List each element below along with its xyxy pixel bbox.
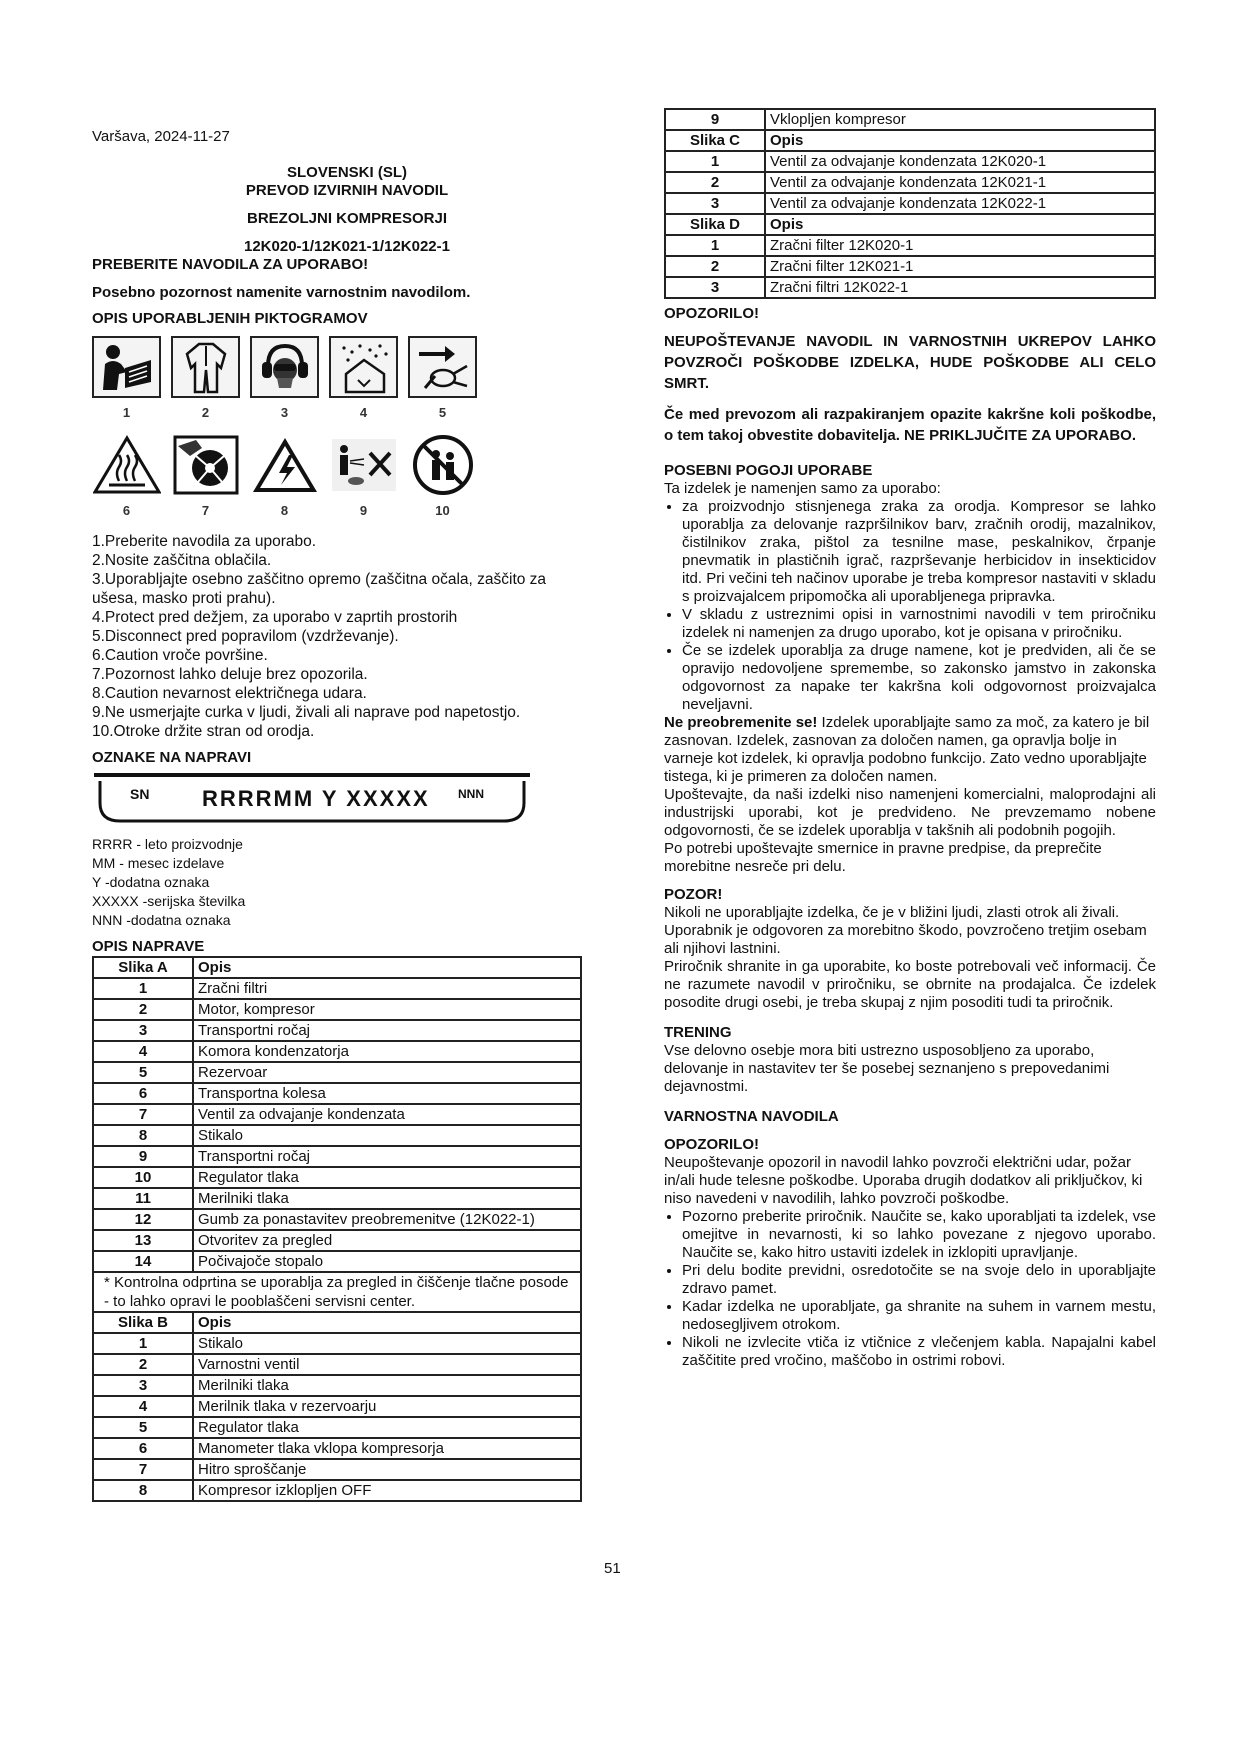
table-slika-b-continued	[664, 108, 1156, 299]
rain-indoor-use-icon	[329, 336, 398, 398]
table-row: 10 Regulator tlaka	[93, 1167, 581, 1188]
pictogram-number: 4	[359, 405, 368, 420]
pictogram-number: 8	[280, 503, 289, 518]
table-row: 4 Merilnik tlaka v rezervoarju	[93, 1396, 581, 1417]
markings-heading: OZNAKE NA NAPRAVI	[92, 749, 252, 766]
table-header: Slika D	[665, 214, 765, 235]
disconnect-plug-icon	[408, 336, 477, 398]
list-item: 6.Caution vroče površine.	[92, 647, 268, 664]
caution-paragraph-2: Priročnik shranite in ga uporabite, ko boste potrebovali več informacij. Če ne razumete navodil v priročniku, se obrnite na prodajalca. Če izdelek posodite drugi osebi, je treba skupaj z njim posoditi tudi ta priročnik.	[664, 958, 1156, 1011]
list-item: • Pozorno preberite priročnik. Naučite se, kako uporabljati ta izdelek, vse omejitve in nevarnosti, ki so lahko povezane z njegovo uporabo. Naučite se, kako hitro ustaviti izdelek in izklopiti upravljanje.	[682, 1208, 1156, 1262]
list-item: • Pri delu bodite previdni, osredotočite se na svoje delo in uporabljajte zdravo pamet.	[682, 1262, 1156, 1298]
table-row: 1 Zračni filter 12K020-1	[665, 235, 1155, 256]
pictograms-heading: OPIS UPORABLJENIH PIKTOGRAMOV	[92, 310, 368, 327]
list-item: • Če se izdelek uporablja za druge namene, kot je predviden, ali če se opravijo nedovoljene spremembe, so zakonsko jamstvo in zakonska odgovornost za napake ter kakršna koli odgovornost proizvajalca neveljavni.	[682, 642, 1156, 714]
pictogram-number: 7	[201, 503, 210, 518]
list-item: MM - mesec izdelave	[92, 855, 225, 871]
label-code: RRRRMM Y XXXXX	[202, 786, 430, 811]
pictogram-number: 1	[122, 405, 131, 420]
page-number: 51	[604, 1560, 621, 1577]
pictogram-number: 5	[438, 405, 447, 420]
table-row: 1 Ventil za odvajanje kondenzata 12K020-1	[665, 151, 1155, 172]
read-instructions: PREBERITE NAVODILA ZA UPORABO!	[92, 256, 369, 273]
marking-legend	[92, 835, 582, 930]
table-row: 2 Varnostni ventil	[93, 1354, 581, 1375]
table-row: 3 Ventil za odvajanje kondenzata 12K022-1	[665, 193, 1155, 214]
caution-heading: POZOR!	[664, 886, 723, 903]
warning-text: NEUPOŠTEVANJE NAVODIL IN VARNOSTNIH UKREPOV LAHKO POVZROČI POŠKODBE IZDELKA, HUDE POŠKODBE ALI CELO SMRT.	[664, 333, 1156, 392]
table-row: 4 Komora kondenzatorja	[93, 1041, 581, 1062]
list-item: 10.Otroke držite stran od orodja.	[92, 723, 315, 740]
table-header: Slika A	[93, 957, 193, 978]
table-note: * Kontrolna odprtina se uporablja za pregled in čiščenje tlačne posode - to lahko opravi le pooblaščeni servisni center.	[93, 1272, 581, 1312]
table-row: 12 Gumb za ponastavitev preobremenitve (12K022-1)	[93, 1209, 581, 1230]
table-header: Opis	[765, 214, 1155, 235]
table-header: Opis	[193, 957, 581, 978]
left-column	[92, 128, 582, 1502]
fan-hand-warning-icon	[171, 434, 240, 496]
list-item: 8.Caution nevarnost električnega udara.	[92, 685, 367, 702]
table-header: Slika B	[93, 1312, 193, 1333]
pictogram-number: 9	[359, 503, 368, 518]
table-row: 9 Transportni ročaj	[93, 1146, 581, 1167]
list-item: 1.Preberite navodila za uporabo.	[92, 533, 317, 550]
special-intro: Ta izdelek je namenjen samo za uporabo:	[664, 480, 941, 497]
warning-heading: OPOZORILO!	[664, 305, 759, 322]
serial-number-label	[92, 773, 532, 825]
list-item: • V skladu z ustreznimi opisi in varnostnimi navodili v tem priročniku izdelek ni namenjen za drugo uporabo, kot je opisana v priročniku.	[682, 606, 1156, 642]
protective-clothing-icon	[171, 336, 240, 398]
pictogram-number: 3	[280, 405, 289, 420]
list-item: 9.Ne usmerjajte curka v ljudi, živali ali naprave pod napetostjo.	[92, 704, 521, 721]
table-row: 9 Vklopljen kompresor	[665, 109, 1155, 130]
damage-text: Če med prevozom ali razpakiranjem opazite kakršne koli poškodbe, o tem takoj obvestite dobavitelja. NE PRIKLJUČITE ZA UPORABO.	[664, 406, 1156, 444]
list-item: Y -dodatna oznaka	[92, 874, 210, 890]
overload-text: Izdelek uporabljajte samo za moč, za katero je bil zasnovan. Izdelek, zasnovan za določen namen, ga opravlja bolje in varneje kot izdelek, ki opravlja podobno funkcijo. Zato vedno uporabljajte tistega, ki je primeren za določen namen.	[664, 714, 1150, 785]
table-row: 3 Transportni ročaj	[93, 1020, 581, 1041]
safety-paragraph: Neupoštevanje opozoril in navodil lahko povzroči električni udar, požar in/ali hude telesne poškodbe. Uporaba drugih dodatkov ali priključkov, ki niso navedeni v navodilih, lahko povzroči poškodbe.	[664, 1154, 1143, 1207]
pictogram-legend	[92, 532, 582, 741]
table-row: 8 Stikalo	[93, 1125, 581, 1146]
table-row: 6 Transportna kolesa	[93, 1083, 581, 1104]
table-row: 2 Zračni filter 12K021-1	[665, 256, 1155, 277]
safety-list	[664, 1208, 1156, 1370]
list-item: 2.Nosite zaščitna oblačila.	[92, 552, 272, 569]
language-heading: SLOVENSKI (SL)	[286, 164, 407, 181]
list-item: NNN -dodatna oznaka	[92, 912, 231, 928]
table-row: 2 Ventil za odvajanje kondenzata 12K021-1	[665, 172, 1155, 193]
read-manual-icon	[92, 336, 161, 398]
table-row: 1 Stikalo	[93, 1333, 581, 1354]
table-row: 8 Kompresor izklopljen OFF	[93, 1480, 581, 1501]
list-item: 4.Protect pred dežjem, za uporabo v zaprtih prostorih	[92, 609, 458, 626]
pictogram-number: 10	[435, 503, 450, 518]
list-item: • Kadar izdelka ne uporabljate, ga shranite na suhem in varnem mestu, nedosegljivem otrokom.	[682, 1298, 1156, 1334]
product-title: BREZOLJNI KOMPRESORJI	[246, 210, 448, 227]
table-header: Opis	[765, 130, 1155, 151]
table-row: 3 Zračni filtri 12K022-1	[665, 277, 1155, 298]
label-sn: SN	[130, 786, 150, 802]
table-row: 13 Otvoritev za pregled	[93, 1230, 581, 1251]
pictogram-numbers-2	[92, 502, 582, 520]
pictogram-row-1	[92, 336, 582, 398]
table-row: 14 Počivajoče stopalo	[93, 1251, 581, 1272]
table-header: Opis	[193, 1312, 581, 1333]
list-item: 3.Uporabljajte osebno zaščitno opremo (zaščitna očala, zaščito za ušesa, masko proti prahu).	[92, 571, 547, 607]
overload-bold: Ne preobremenite se!	[664, 714, 818, 731]
special-list	[664, 498, 1156, 714]
no-spray-at-people-icon	[329, 434, 398, 496]
safety-warning-heading: OPOZORILO!	[664, 1136, 759, 1153]
list-item: 5.Disconnect pred popravilom (vzdrževanje).	[92, 628, 399, 645]
training-heading: TRENING	[664, 1024, 732, 1041]
safety-heading: VARNOSTNA NAVODILA	[664, 1108, 839, 1125]
table-row: 5 Regulator tlaka	[93, 1417, 581, 1438]
keep-children-away-icon	[408, 434, 477, 496]
ppe-goggles-earmuffs-icon	[250, 336, 319, 398]
table-row: 11 Merilniki tlaka	[93, 1188, 581, 1209]
doc-title: PREVOD IZVIRNIH NAVODIL	[245, 182, 449, 199]
overload-paragraph	[664, 714, 1156, 786]
pictogram-number: 2	[201, 405, 210, 420]
table-slika-a	[92, 956, 582, 1502]
table-row: 7 Ventil za odvajanje kondenzata	[93, 1104, 581, 1125]
list-item: 7.Pozornost lahko deluje brez opozorila.	[92, 666, 368, 683]
table-row: 6 Manometer tlaka vklopa kompresorja	[93, 1438, 581, 1459]
table-row: 5 Rezervoar	[93, 1062, 581, 1083]
list-item: RRRR - leto proizvodnje	[92, 836, 243, 852]
device-heading: OPIS NAPRAVE	[92, 938, 205, 955]
guidelines-paragraph: Po potrebi upoštevajte smernice in pravne predpise, da preprečite morebitne nesreče pri delu.	[664, 840, 1102, 875]
safety-attention: Posebno pozornost namenite varnostnim navodilom.	[92, 284, 471, 301]
model-numbers: 12K020-1/12K021-1/12K022-1	[244, 238, 450, 255]
special-conditions-heading: POSEBNI POGOJI UPORABE	[664, 462, 873, 479]
commercial-paragraph: Upoštevajte, da naši izdelki niso namenjeni komercialni, maloprodajni ali industrijski uporabi, kot je predvideno. Ne prevzemamo nobene odgovornosti, če se izdelek uporablja v takšnih ali podobnih pogojih.	[664, 786, 1156, 839]
right-column	[664, 108, 1156, 1370]
table-row: 2 Motor, kompresor	[93, 999, 581, 1020]
list-item: • Nikoli ne izvlecite vtiča iz vtičnice z vlečenjem kabla. Napajalni kabel zaščitite pred vročino, maščobo in ostrimi robovi.	[682, 1334, 1156, 1370]
date: Varšava, 2024-11-27	[92, 128, 230, 145]
hot-surface-icon	[92, 434, 161, 496]
table-row: 3 Merilniki tlaka	[93, 1375, 581, 1396]
table-row: 1 Zračni filtri	[93, 978, 581, 999]
pictogram-numbers-1	[92, 404, 582, 422]
pictogram-number: 6	[122, 503, 131, 518]
list-item: • za proizvodnjo stisnjenega zraka za orodja. Kompresor se lahko uporablja za delovanje razpršilnikov barv, zračnih orodij, mazalnikov, čistilnikov zraka, pištol za tesnilne mase, peskalnikov, črpanje pnevmatik in plastičnih igrač, razprševanje herbicidov in insekticidov itd. Pri večini teh načinov uporabe je treba kompresor nastaviti v skladu s proizvajalcem pripomočka ali uporabljenega pripravka.	[682, 498, 1156, 606]
pictogram-row-2	[92, 434, 582, 496]
list-item: XXXXX -serijska številka	[92, 893, 246, 909]
training-paragraph: Vse delovno osebje mora biti ustrezno usposobljeno za uporabo, delovanje in nastavitev ter še posebej seznanjeno s prepovedanimi dejavnostmi.	[664, 1042, 1110, 1095]
table-row: 7 Hitro sproščanje	[93, 1459, 581, 1480]
caution-paragraph-1: Nikoli ne uporabljajte izdelka, če je v bližini ljudi, zlasti otrok ali živali. Uporabnik je odgovoren za morebitno škodo, povzročeno tretjim osebam ali njihovi lastnini.	[664, 904, 1147, 957]
label-nnn: NNN	[458, 787, 484, 801]
table-header: Slika C	[665, 130, 765, 151]
electric-shock-icon	[250, 434, 319, 496]
